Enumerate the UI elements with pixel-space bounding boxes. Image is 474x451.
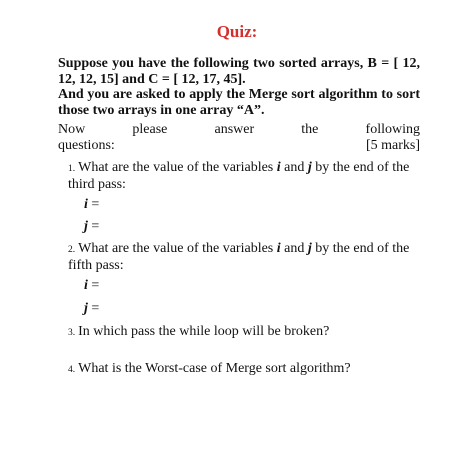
- question-2: [68, 241, 420, 274]
- instructions-label: questions:: [58, 138, 115, 153]
- question-text-and: and: [280, 160, 308, 175]
- quiz-title: Quiz:: [216, 22, 258, 41]
- question-text: What is the Worst-case of Merge sort algorithm?: [78, 361, 351, 376]
- instr-word: please: [132, 122, 168, 137]
- answer-j-q1: [84, 219, 99, 235]
- question-text: What are the value of the variables: [78, 160, 277, 175]
- question-text-end: by the end of the: [311, 241, 410, 256]
- question-number: 2.: [68, 245, 76, 255]
- question-1: [68, 160, 420, 193]
- question-number: 1.: [68, 164, 76, 174]
- instructions: [58, 122, 420, 154]
- variable-j: j: [307, 241, 312, 256]
- variable-j: j: [307, 160, 312, 175]
- answer-j-q2: [84, 301, 99, 317]
- instr-word: the: [301, 122, 319, 137]
- instructions-line2: [58, 138, 420, 154]
- instr-word: answer: [214, 122, 255, 137]
- question-3: [68, 324, 420, 341]
- question-text: In which pass the while loop will be broken?: [78, 324, 330, 339]
- answer-equals: =: [87, 278, 100, 293]
- question-text-end: by the end of the: [311, 160, 410, 175]
- question-number: 4.: [68, 365, 76, 375]
- instr-word: Now: [58, 122, 86, 137]
- answer-i-q1: [84, 197, 99, 213]
- answer-i-q2: [84, 278, 99, 294]
- question-text-and: and: [280, 241, 308, 256]
- instructions-line1: [58, 122, 420, 138]
- variable-i: i: [276, 241, 281, 256]
- marks-label: [5 marks]: [365, 138, 420, 153]
- question-text-line2: fifth pass:: [68, 258, 124, 273]
- answer-equals: =: [87, 197, 100, 212]
- intro-arrays: Suppose you have the following two sorted arrays, B = [ 12, 12, 12, 15] and C = [ 12, 17, 45].: [58, 56, 420, 87]
- variable-i: i: [276, 160, 281, 175]
- intro-task: And you are asked to apply the Merge sort algorithm to sort those two arrays in one array “A”.: [58, 87, 420, 118]
- answer-var-i: i: [84, 278, 88, 293]
- question-number: 3.: [68, 328, 76, 338]
- answer-var-j: j: [84, 301, 88, 316]
- answer-var-i: i: [84, 197, 88, 212]
- answer-equals: =: [87, 219, 100, 234]
- instr-word: following: [365, 122, 420, 137]
- question-4: [68, 361, 420, 378]
- answer-equals: =: [87, 301, 100, 316]
- answer-var-j: j: [84, 219, 88, 234]
- question-text: What are the value of the variables: [78, 241, 277, 256]
- question-text-line2: third pass:: [68, 177, 126, 192]
- problem-statement: [58, 56, 420, 118]
